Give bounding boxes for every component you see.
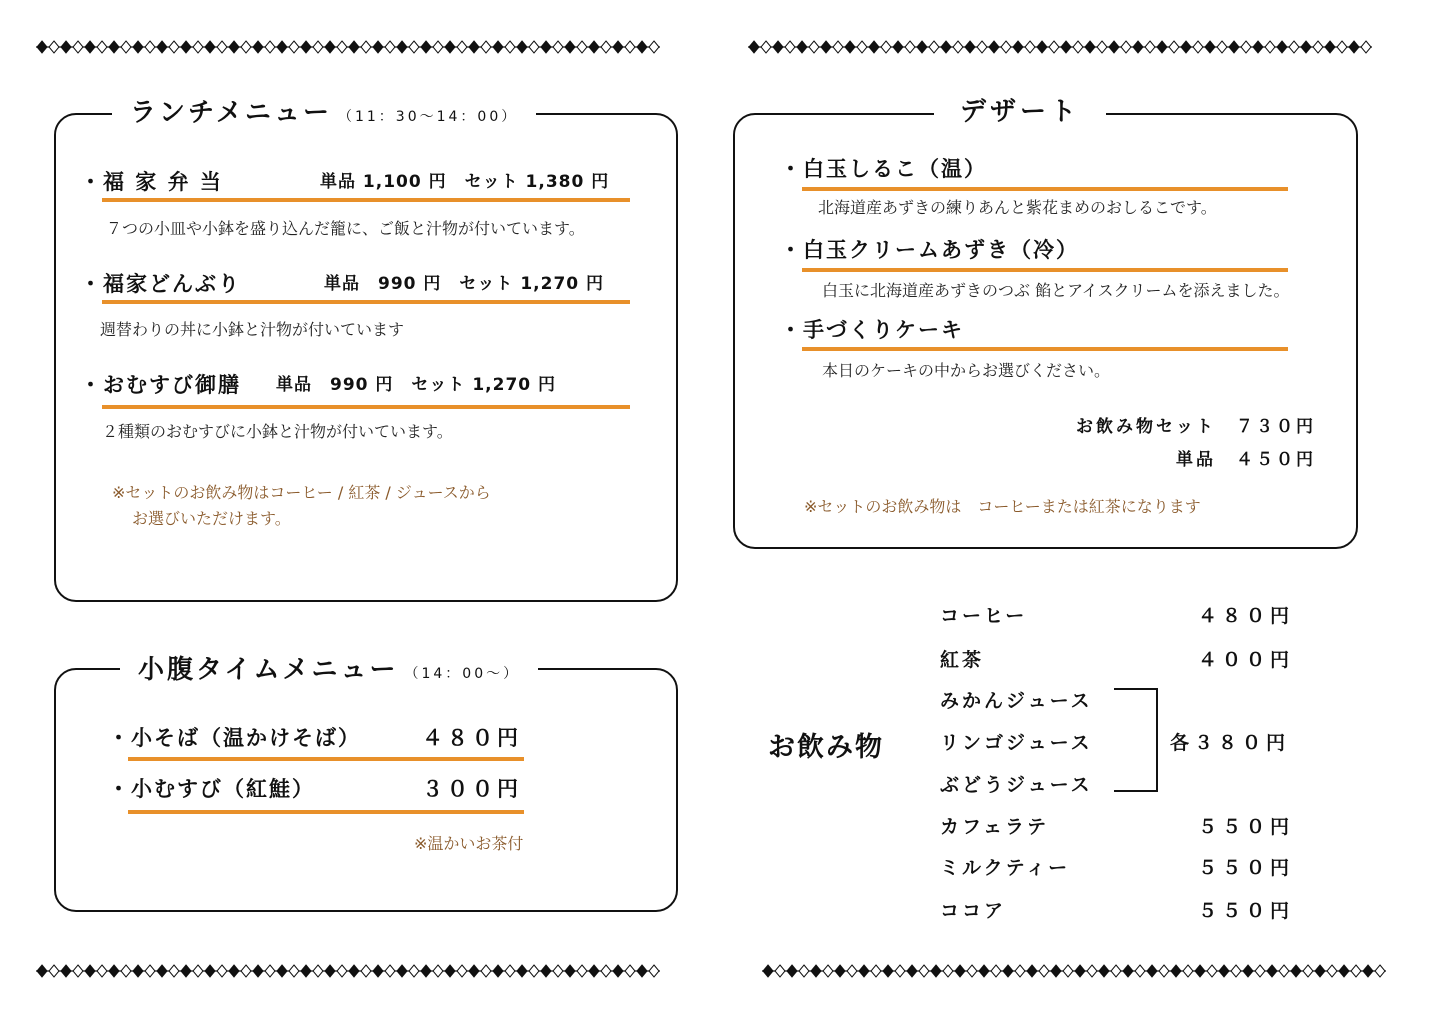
drink-black-tea: 紅茶: [940, 649, 985, 671]
bottom-left-decorative-border: [36, 964, 660, 978]
drink-cocoa: ココア: [940, 900, 1007, 922]
snack-item-name: ・小そば（温かけそば）: [108, 726, 361, 750]
dessert-title-text: デザート: [960, 97, 1081, 127]
lunch-note: [112, 480, 491, 532]
lunch-note-line2: お選びいただけます。: [132, 509, 291, 528]
juice-group-bracket: [1114, 688, 1158, 792]
drink-cafe-latte: カフェラテ: [940, 816, 1050, 838]
snack-item-kosoba: [108, 724, 528, 752]
dessert-item-name: ・白玉しるこ（温）: [780, 157, 987, 181]
drink-apple-juice: リンゴジュース: [940, 732, 1093, 754]
dessert-item-name: ・白玉クリームあずき（冷）: [780, 238, 1079, 262]
dessert-item-underline: [802, 347, 1288, 351]
lunch-menu-title: [112, 98, 536, 132]
snack-item-komusubi: [108, 775, 528, 803]
drink-grape-juice: ぶどうジュース: [940, 774, 1093, 796]
snack-title-text: 小腹タイムメニュー: [138, 655, 399, 685]
dessert-item-name: ・手づくりケーキ: [780, 318, 964, 342]
lunch-item-name: ・福家どんぶり: [80, 272, 241, 296]
snack-item-underline: [128, 757, 524, 761]
lunch-note-line1: ※セットのお飲み物はコーヒー / 紅茶 / ジュースから: [112, 483, 491, 502]
snack-item-name: ・小むすび（紅鮭）: [108, 777, 315, 801]
lunch-item-description: ２種類のおむすびに小鉢と汁物が付いています。: [102, 422, 453, 441]
lunch-hours: （11：30～14：00）: [337, 109, 519, 125]
drink-coffee: コーヒー: [940, 605, 1028, 627]
lunch-item-price: 単品 990 円 セット 1,270 円: [276, 375, 557, 395]
drink-coffee-price: ４８０円: [1198, 605, 1295, 627]
snack-item-price: ４８０円: [422, 726, 522, 750]
snack-item-underline: [128, 810, 524, 814]
dessert-set-price: お飲み物セット ７３０円: [1076, 417, 1316, 437]
dessert-item-description: 本日のケーキの中からお選びください。: [822, 361, 1111, 380]
lunch-item-underline: [102, 300, 630, 304]
lunch-item-fukuya-bento: [80, 168, 630, 196]
lunch-item-description: 週替わりの丼に小鉢と汁物が付いています: [100, 320, 405, 339]
lunch-item-price: 単品 990 円 セット 1,270 円: [324, 274, 605, 294]
dessert-item-handmade-cake: [780, 316, 964, 344]
dessert-item-description: 北海道産あずきの練りあんと紫花まめのおしるこです。: [818, 198, 1217, 217]
dessert-item-underline: [802, 268, 1288, 272]
drinks-title: お飲み物: [768, 732, 884, 763]
dessert-note: ※セットのお飲み物は コーヒーまたは紅茶になります: [804, 497, 1201, 516]
snack-menu-title: [120, 655, 538, 689]
drink-black-tea-price: ４００円: [1198, 649, 1295, 671]
drink-milk-tea-price: ５５０円: [1198, 857, 1295, 879]
lunch-item-price: 単品 1,100 円 セット 1,380 円: [320, 172, 610, 192]
lunch-item-underline: [102, 405, 630, 409]
snack-item-price: ３００円: [422, 777, 522, 801]
drink-orange-juice: みかんジュース: [940, 690, 1093, 712]
dessert-single-price: 単品 ４５０円: [1176, 450, 1316, 470]
lunch-item-fukuya-donburi: [80, 270, 630, 298]
lunch-item-underline: [102, 198, 630, 202]
bottom-right-decorative-border: [762, 964, 1386, 978]
drink-cocoa-price: ５５０円: [1198, 900, 1295, 922]
top-right-decorative-border: [748, 40, 1372, 54]
lunch-item-description: ７つの小皿や小鉢を盛り込んだ籠に、ご飯と汁物が付いています。: [106, 219, 585, 238]
drink-cafe-latte-price: ５５０円: [1198, 816, 1295, 838]
lunch-title-text: ランチメニュー: [130, 98, 332, 128]
juice-group-price: 各３８０円: [1170, 732, 1291, 754]
dessert-item-shiratama-cream-azuki: [780, 236, 1079, 264]
drink-milk-tea: ミルクティー: [940, 857, 1071, 879]
dessert-menu-title: [934, 97, 1106, 127]
dessert-item-shiratama-shiruko: [780, 155, 987, 183]
top-left-decorative-border: [36, 40, 660, 54]
lunch-item-name: ・福 家 弁 当: [80, 170, 223, 194]
dessert-item-underline: [802, 187, 1288, 191]
dessert-item-description: 白玉に北海道産あずきのつぶ 餡とアイスクリームを添えました。: [822, 281, 1290, 300]
snack-hours: （14：00～）: [404, 666, 521, 682]
lunch-item-omusubi-gozen: [80, 371, 630, 399]
snack-note: ※温かいお茶付: [414, 834, 524, 853]
lunch-item-name: ・おむすび御膳: [80, 373, 241, 397]
